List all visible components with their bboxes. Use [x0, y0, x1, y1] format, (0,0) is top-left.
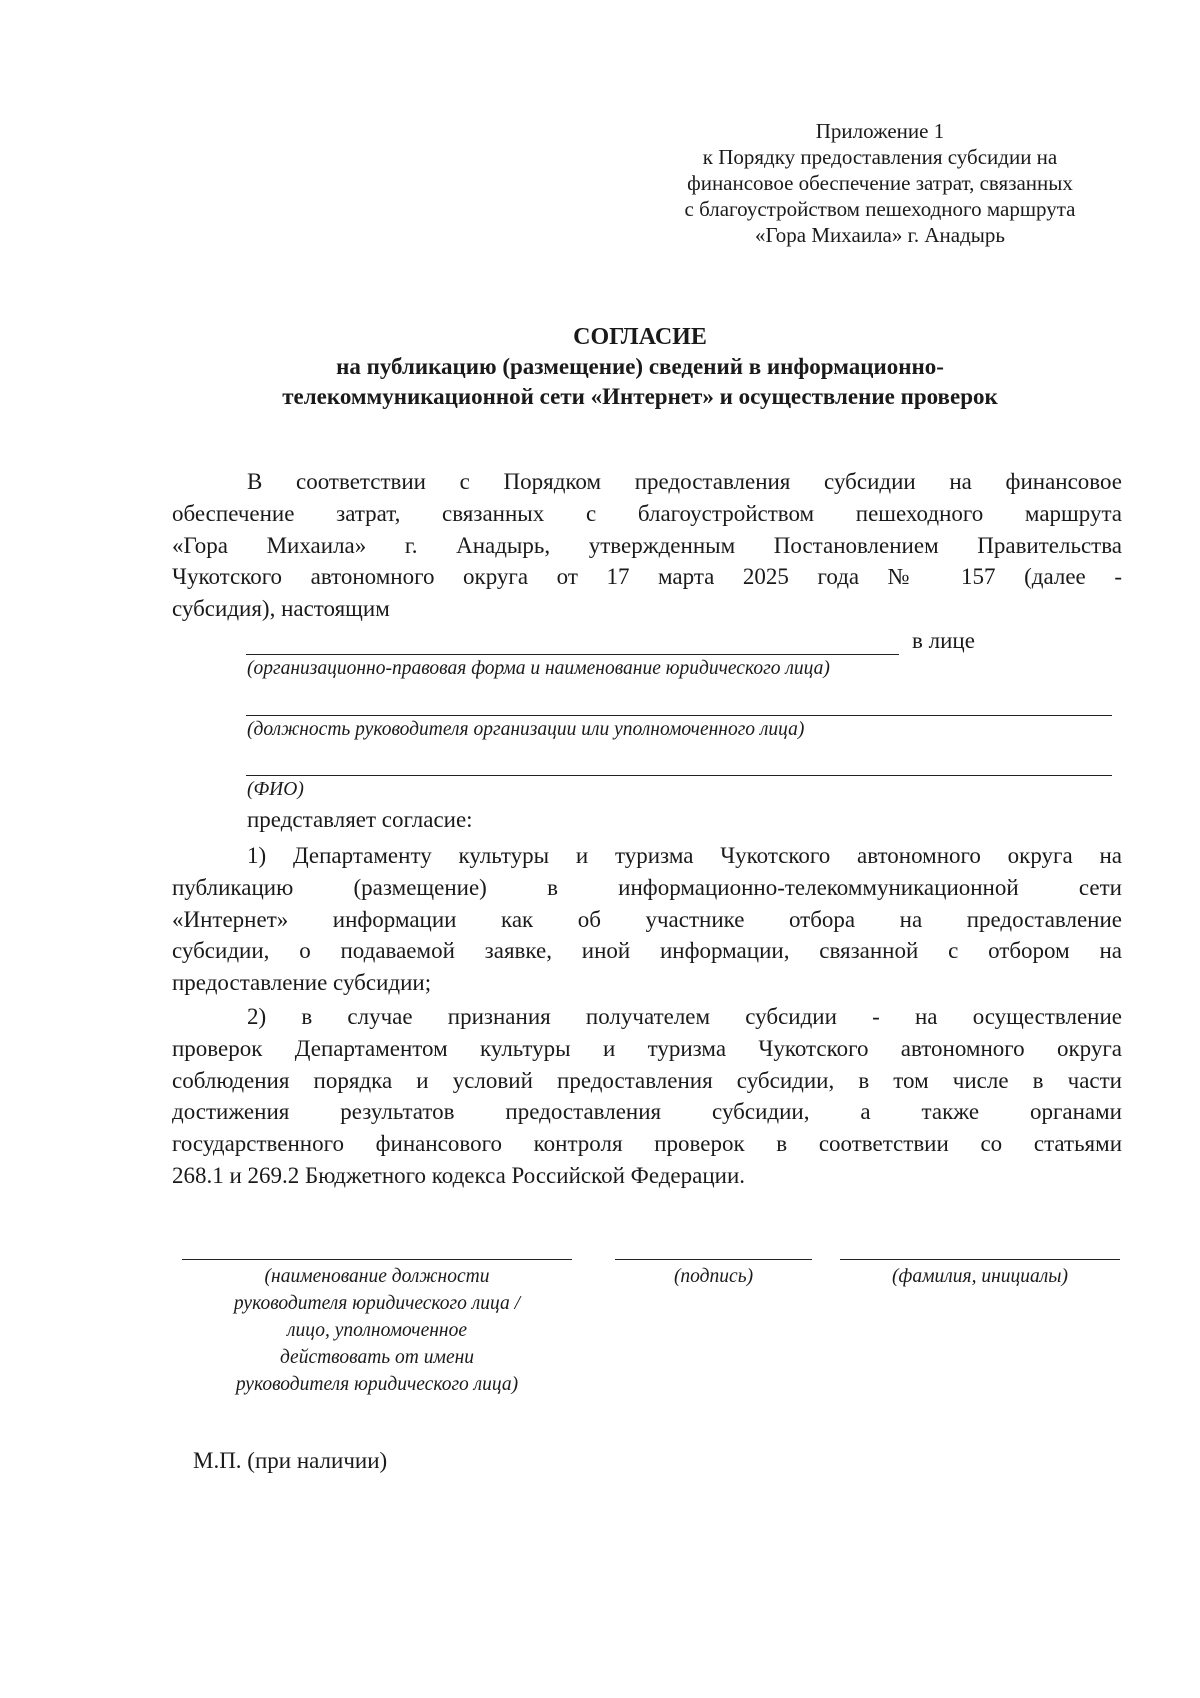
title-subtitle-line: на публикацию (размещение) сведений в информационно- [336, 354, 944, 379]
organization-name-field[interactable] [246, 654, 899, 655]
intro-line: субсидия), настоящим [172, 596, 390, 622]
position-caption-line: (наименование должности [264, 1266, 490, 1287]
position-caption-line: руководителя юридического лица) [235, 1374, 519, 1395]
item-2-line: 268.1 и 269.2 Бюджетного кодекса Российской Федерации. [172, 1162, 746, 1188]
appendix-line: Приложение 1 [815, 119, 945, 143]
item-1-line: предоставление субсидии; [172, 970, 432, 996]
item-2-line: достижения результатов предоставления субсидии, а также органами [172, 1099, 1122, 1125]
appendix-line: «Гора Михаила» г. Анадырь [755, 223, 1005, 247]
position-caption-line: руководителя юридического лица / [233, 1293, 521, 1314]
appendix-header [640, 118, 1120, 248]
intro-line: Чукотского автономного округа от 17 марта 2025 года № 157 (далее - [172, 564, 1122, 590]
appendix-line: к Порядку предоставления субсидии на [702, 145, 1058, 169]
position-field[interactable] [246, 715, 1112, 716]
item-1-line: «Интернет» информации как об участнике отбора на предоставление [172, 906, 1122, 932]
appendix-line: финансовое обеспечение затрат, связанных [687, 171, 1073, 195]
fio-field-caption: (ФИО) [247, 779, 304, 800]
item-2-line: 2) в случае признания получателем субсидии - на осуществление [247, 1004, 1122, 1029]
organization-field-caption: (организационно-правовая форма и наименование юридического лица) [247, 658, 830, 679]
signature-field[interactable] [615, 1259, 812, 1260]
signatory-position-caption [182, 1263, 572, 1398]
item-2-line: проверок Департаментом культуры и туризма Чукотского автономного округа [172, 1035, 1122, 1061]
title-subtitle-line: телекоммуникационной сети «Интернет» и осуществление проверок [282, 384, 998, 409]
intro-line: обеспечение затрат, связанных с благоустройством пешеходного маршрута [172, 500, 1122, 526]
item-1-line: субсидии, о подаваемой заявке, иной информации, связанной с отбором на [172, 938, 1122, 964]
position-caption-line: действовать от имени [279, 1347, 475, 1368]
intro-paragraph [172, 466, 1122, 625]
stamp-place-label: М.П. (при наличии) [193, 1448, 388, 1473]
fio-field[interactable] [246, 775, 1112, 776]
item-1-line: публикацию (размещение) в информационно-телекоммуникационной сети [172, 874, 1122, 900]
document-title [160, 322, 1120, 412]
consent-item-1 [172, 840, 1122, 999]
intro-line: «Гора Михаила» г. Анадырь, утвержденным Постановлением Правительства [172, 532, 1122, 558]
signatory-name-caption: (фамилия, инициалы) [892, 1266, 1068, 1287]
signature-caption: (подпись) [673, 1266, 754, 1287]
intro-line: В соответствии с Порядком предоставления субсидии на финансовое [247, 469, 1122, 494]
title-main: СОГЛАСИЕ [573, 324, 707, 350]
appendix-line: с благоустройством пешеходного маршрута [684, 197, 1076, 221]
signatory-position-field[interactable] [182, 1259, 572, 1260]
gives-consent-text: представляет согласие: [247, 807, 473, 832]
position-field-caption: (должность руководителя организации или уполномоченного лица) [247, 719, 805, 740]
item-1-line: 1) Департаменту культуры и туризма Чукотского автономного округа на [247, 843, 1122, 868]
item-2-line: соблюдения порядка и условий предоставления субсидии, в том числе в части [172, 1067, 1122, 1093]
in-person-label: в лице [912, 628, 975, 653]
signatory-name-field[interactable] [840, 1259, 1120, 1260]
item-2-line: государственного финансового контроля проверок в соответствии со статьями [172, 1131, 1122, 1157]
position-caption-line: лицо, уполномоченное [287, 1320, 467, 1341]
consent-item-2 [172, 1001, 1122, 1192]
